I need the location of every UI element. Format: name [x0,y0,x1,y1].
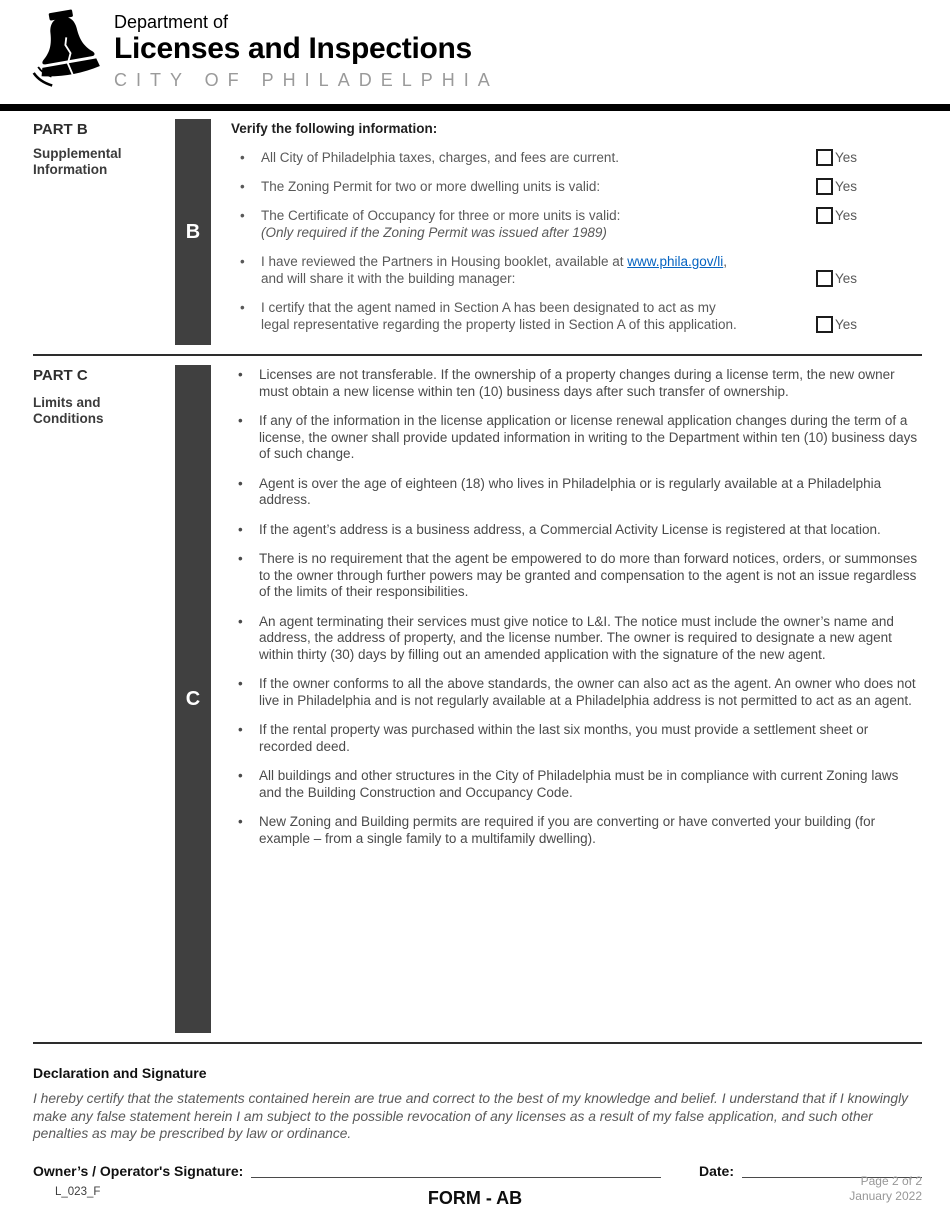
revision-date: January 2022 [849,1189,922,1203]
yes-checkbox[interactable] [816,207,833,224]
declaration-section [0,1053,950,1179]
yes-checkbox[interactable] [816,149,833,166]
signature-label: Owner’s / Operator's Signature: [33,1162,244,1179]
yes-label: Yes [835,271,858,286]
yes-label: Yes [835,150,858,165]
condition-item: • New Zoning and Building permits are required if you are converting or have converted your building (for example – from a single family to a multifamily dwelling). [231,814,922,847]
page-footer [0,1172,950,1218]
checklist-item-agent-designation [231,299,922,333]
checklist-line: • All City of Philadelphia taxes, charges, and fees are current. [261,150,619,165]
checklist-line: • I certify that the agent named in Section A has been designated to act as my [261,300,716,315]
part-b-label-column [33,119,175,345]
part-c-content [211,365,922,1033]
yes-cell [816,149,880,166]
part-c-declaration-divider [33,1042,922,1044]
checklist-item-partners-in-housing [231,253,922,287]
checklist-text [231,207,816,241]
city-name: CITY OF PHILADELPHIA [114,69,499,90]
condition-item: • There is no requirement that the agent be empowered to do more than forward notices, orders, or summonses to the owner through further powers may be granted and compensation to the agent is not an issue regardless of the limits of their responsibilities. [231,551,922,601]
checklist-line-pre: I have reviewed the Partners in Housing booklet, available at [261,254,628,269]
yes-checkbox[interactable] [816,316,833,333]
condition-item: • If the owner conforms to all the above standards, the owner can also act as the agent. An owner who does not live in Philadelphia and is not regularly available at a Philadelphia address is not permitted to act as an agent. [231,676,922,709]
condition-item: • If the agent’s address is a business address, a Commercial Activity License is registered at that location. [231,522,922,539]
condition-item: • If the rental property was purchased within the last six months, you must provide a settlement sheet or recorded deed. [231,722,922,755]
checklist-text [231,178,816,195]
checklist-item-zoning-permit [231,178,922,195]
part-b-c-divider [33,354,922,356]
yes-cell [816,178,880,195]
date-label: Date: [698,1162,734,1179]
checklist-text [231,299,816,333]
checklist-item-certificate-occupancy [231,207,922,241]
yes-cell [816,316,880,333]
yes-label: Yes [835,179,858,194]
checklist-line: and will share it with the building manager: [261,271,516,286]
yes-cell [816,207,880,224]
part-c-subtitle: Limits and Conditions [33,395,104,426]
yes-label: Yes [835,208,858,223]
part-c-title: PART C [33,367,88,384]
part-b-bar [175,119,211,345]
checklist-item-taxes [231,149,922,166]
checklist-line-post: , [723,254,728,269]
form-name: FORM - AB [427,1188,523,1208]
checklist-line-note: (Only required if the Zoning Permit was issued after 1989) [261,225,607,240]
checklist-text [231,253,816,287]
part-b-subtitle: Supplemental Information [33,146,122,177]
dept-line1: Department of [114,12,229,32]
condition-item: • If any of the information in the license application or license renewal application changes during the term of a license, the owner shall provide updated information in writing to the Department within ten (10) business days of such change. [231,413,922,463]
page-number: Page 2 of 2 [860,1174,922,1188]
part-b-section [0,119,950,345]
checklist-line: • The Certificate of Occupancy for three or more units is valid: [261,208,621,223]
part-b-title: PART B [33,121,88,138]
yes-cell [816,270,880,287]
yes-checkbox[interactable] [816,178,833,195]
checklist-line: legal representative regarding the property listed in Section A of this application. [261,317,737,332]
verify-heading: Verify the following information: [231,121,438,136]
checklist-text [231,149,816,166]
condition-item: • Agent is over the age of eighteen (18) who lives in Philadelphia or is regularly available at a Philadelphia address. [231,476,922,509]
part-b-bar-letter: B [185,220,201,243]
yes-checkbox[interactable] [816,270,833,287]
dept-line2: Licenses and Inspections [114,32,472,65]
yes-label: Yes [835,317,858,332]
checklist-line: • The Zoning Permit for two or more dwelling units is valid: [261,179,601,194]
condition-item: • All buildings and other structures in the City of Philadelphia must be in compliance with current Zoning laws and the Building Construction and Occupancy Code. [231,768,922,801]
header-rule [0,104,950,111]
liberty-bell-icon [30,8,104,92]
department-name-block [114,8,499,91]
page-info [849,1174,922,1204]
part-c-section [0,365,950,1033]
page-header [0,0,950,104]
phila-gov-link[interactable]: www.phila.gov/li [627,254,724,269]
part-c-bar [175,365,211,1033]
declaration-text: I hereby certify that the statements contained herein are true and correct to the best of my knowledge and belief. I understand that if I knowingly make any false statement herein I am subject to the possible revocation of any licenses as a result of my false application, and such other penalties as may be prescribed by law or ordinance. [33,1091,909,1141]
declaration-title: Declaration and Signature [33,1065,207,1081]
condition-item: • Licenses are not transferable. If the ownership of a property changes during a license term, the new owner must obtain a new license within ten (10) business days after such transfer of ownership. [231,367,922,400]
part-b-content [211,119,922,345]
part-c-label-column [33,365,175,1033]
part-c-bar-letter: C [185,687,201,710]
checklist-line [261,253,802,270]
condition-item: • An agent terminating their services must give notice to L&I. The notice must include the owner’s name and address, the address of property, and the license number. The owner is required to designate a new agent within thirty (30) days by filling out an amended application with the signature of the new agent. [231,614,922,664]
form-code: L_023_F [55,1186,101,1198]
